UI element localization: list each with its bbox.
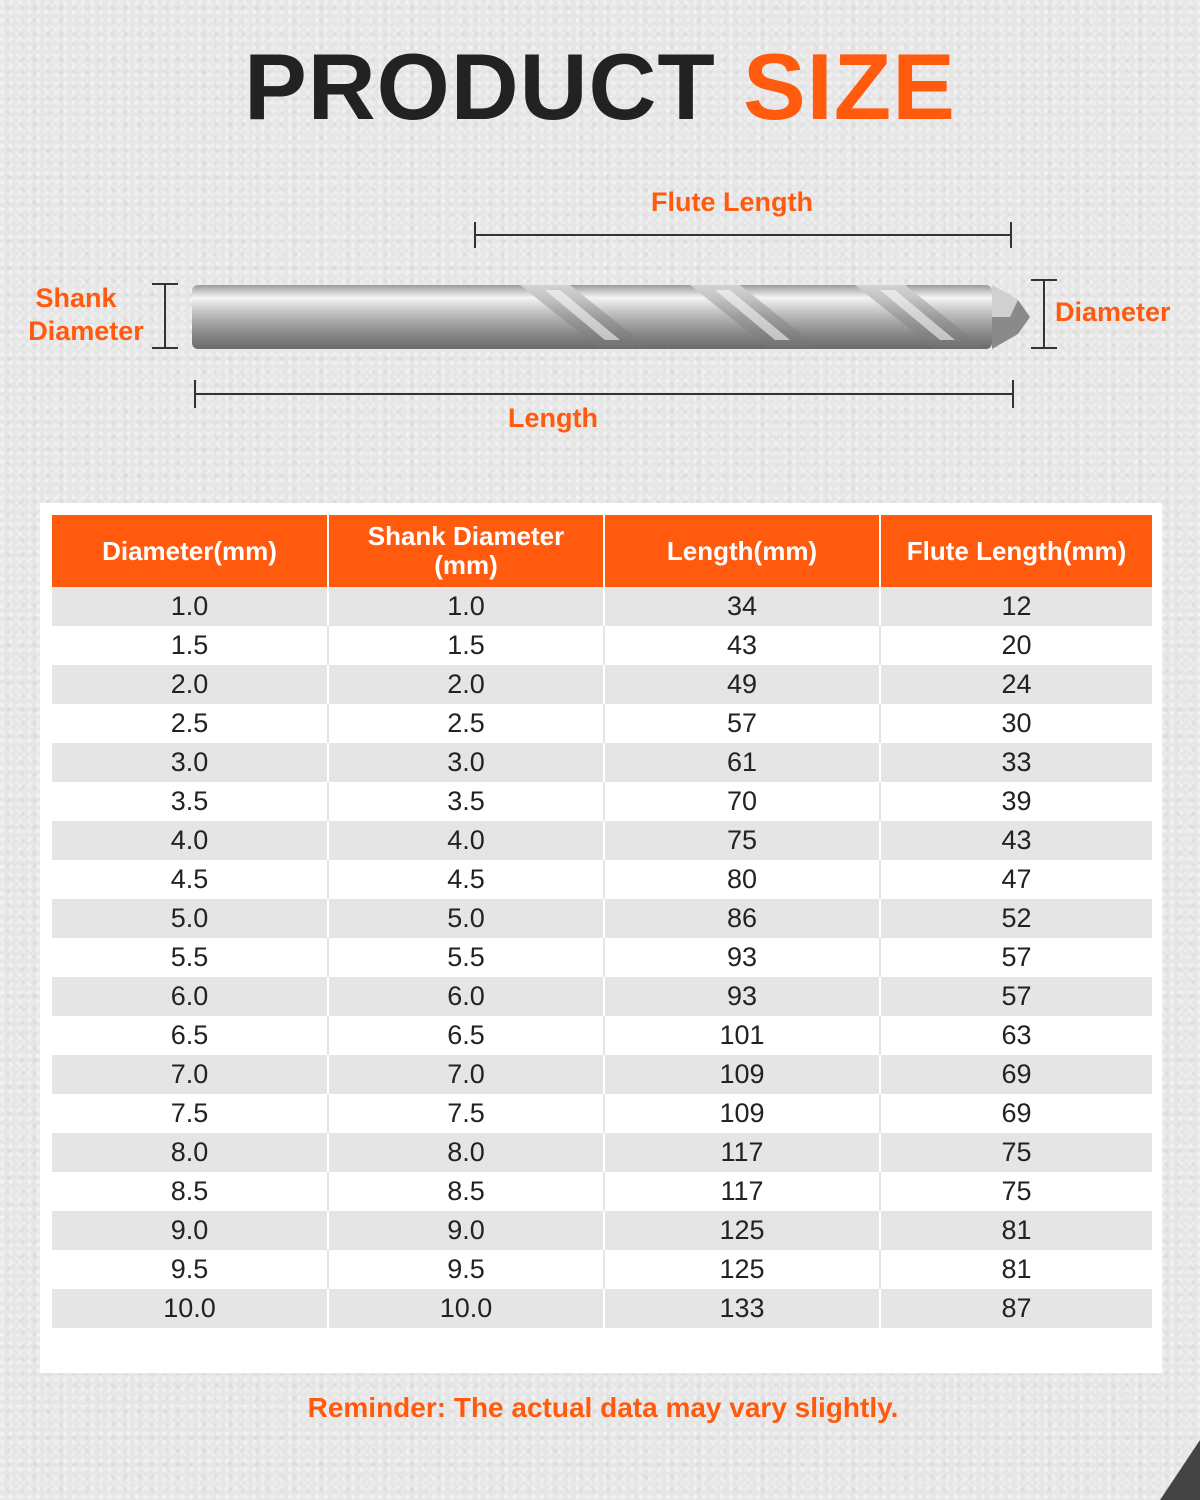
header-shank-diameter	[328, 515, 604, 587]
table-row	[52, 1211, 1152, 1250]
cell-flute-length: 63	[880, 1016, 1152, 1055]
cell-shank-diameter: 9.5	[328, 1250, 604, 1289]
cell-shank-diameter: 3.0	[328, 743, 604, 782]
cell-length: 117	[604, 1172, 880, 1211]
cell-length: 61	[604, 743, 880, 782]
table-row	[52, 1289, 1152, 1328]
cell-length: 80	[604, 860, 880, 899]
cell-flute-length: 43	[880, 821, 1152, 860]
cell-shank-diameter: 1.5	[328, 626, 604, 665]
cell-flute-length: 81	[880, 1250, 1152, 1289]
table-row	[52, 938, 1152, 977]
cell-length: 43	[604, 626, 880, 665]
cell-shank-diameter: 5.0	[328, 899, 604, 938]
cell-diameter: 5.5	[52, 938, 328, 977]
cell-diameter: 3.0	[52, 743, 328, 782]
diameter-line	[1043, 280, 1045, 348]
cell-length: 133	[604, 1289, 880, 1328]
shank-diameter-line	[164, 284, 166, 348]
cell-flute-length: 39	[880, 782, 1152, 821]
cell-shank-diameter: 5.5	[328, 938, 604, 977]
cell-shank-diameter: 8.0	[328, 1133, 604, 1172]
cell-flute-length: 52	[880, 899, 1152, 938]
flute-length-line	[475, 234, 1012, 236]
shank-diameter-label	[16, 282, 146, 348]
table-row	[52, 1094, 1152, 1133]
cell-shank-diameter: 10.0	[328, 1289, 604, 1328]
diameter-tick-top	[1031, 279, 1057, 281]
size-table-card	[40, 503, 1162, 1373]
table-row	[52, 782, 1152, 821]
drill-bit-diagram	[0, 0, 1200, 460]
cell-length: 125	[604, 1211, 880, 1250]
cell-diameter: 7.0	[52, 1055, 328, 1094]
cell-length: 109	[604, 1094, 880, 1133]
cell-shank-diameter: 8.5	[328, 1172, 604, 1211]
table-header-row	[52, 515, 1152, 587]
cell-flute-length: 33	[880, 743, 1152, 782]
table-row	[52, 704, 1152, 743]
cell-shank-diameter: 2.5	[328, 704, 604, 743]
cell-flute-length: 87	[880, 1289, 1152, 1328]
shank-label-line1: Shank	[35, 283, 117, 313]
cell-flute-length: 75	[880, 1172, 1152, 1211]
cell-flute-length: 30	[880, 704, 1152, 743]
table-row	[52, 899, 1152, 938]
shank-diameter-tick-top	[152, 283, 178, 285]
table-body	[52, 587, 1152, 1328]
cell-shank-diameter: 4.5	[328, 860, 604, 899]
cell-flute-length: 47	[880, 860, 1152, 899]
cell-diameter: 3.5	[52, 782, 328, 821]
flute-length-tick-left	[474, 222, 476, 248]
cell-length: 49	[604, 665, 880, 704]
cell-diameter: 7.5	[52, 1094, 328, 1133]
header-shank-line2: (mm)	[434, 550, 498, 580]
corner-decoration	[1160, 1440, 1200, 1500]
cell-diameter: 2.5	[52, 704, 328, 743]
cell-diameter: 6.5	[52, 1016, 328, 1055]
cell-diameter: 1.0	[52, 587, 328, 626]
title-accent: SIZE	[742, 34, 956, 139]
cell-diameter: 4.0	[52, 821, 328, 860]
cell-shank-diameter: 4.0	[328, 821, 604, 860]
cell-length: 93	[604, 977, 880, 1016]
table-row	[52, 1055, 1152, 1094]
cell-length: 57	[604, 704, 880, 743]
header-flute-length: Flute Length(mm)	[880, 515, 1152, 587]
length-line	[194, 393, 1014, 395]
cell-diameter: 1.5	[52, 626, 328, 665]
table-row	[52, 1016, 1152, 1055]
table-row	[52, 743, 1152, 782]
cell-length: 93	[604, 938, 880, 977]
cell-length: 125	[604, 1250, 880, 1289]
table-row	[52, 626, 1152, 665]
cell-shank-diameter: 1.0	[328, 587, 604, 626]
flute-length-label: Flute Length	[651, 187, 813, 217]
cell-shank-diameter: 7.0	[328, 1055, 604, 1094]
table-row	[52, 587, 1152, 626]
cell-shank-diameter: 9.0	[328, 1211, 604, 1250]
cell-length: 109	[604, 1055, 880, 1094]
table-row	[52, 665, 1152, 704]
shank-label-line2: Diameter	[28, 316, 144, 346]
cell-shank-diameter: 6.5	[328, 1016, 604, 1055]
cell-diameter: 9.5	[52, 1250, 328, 1289]
cell-length: 86	[604, 899, 880, 938]
diameter-label: Diameter	[1055, 297, 1171, 327]
cell-flute-length: 69	[880, 1055, 1152, 1094]
length-label: Length	[508, 403, 598, 433]
table-row	[52, 1172, 1152, 1211]
cell-shank-diameter: 3.5	[328, 782, 604, 821]
cell-diameter: 6.0	[52, 977, 328, 1016]
cell-diameter: 10.0	[52, 1289, 328, 1328]
title-main: PRODUCT	[244, 34, 716, 139]
cell-shank-diameter: 2.0	[328, 665, 604, 704]
header-diameter: Diameter(mm)	[52, 515, 328, 587]
cell-diameter: 8.5	[52, 1172, 328, 1211]
header-shank-line1: Shank Diameter	[367, 521, 565, 551]
cell-flute-length: 75	[880, 1133, 1152, 1172]
cell-flute-length: 24	[880, 665, 1152, 704]
cell-diameter: 8.0	[52, 1133, 328, 1172]
table-row	[52, 860, 1152, 899]
reminder-note: Reminder: The actual data may vary slightly.	[307, 1392, 899, 1423]
cell-diameter: 4.5	[52, 860, 328, 899]
cell-flute-length: 57	[880, 977, 1152, 1016]
cell-length: 34	[604, 587, 880, 626]
shank-diameter-tick-bottom	[152, 347, 178, 349]
diameter-tick-bottom	[1031, 347, 1057, 349]
cell-length: 101	[604, 1016, 880, 1055]
size-table	[52, 515, 1152, 1328]
flute-length-tick-right	[1010, 222, 1012, 248]
cell-diameter: 5.0	[52, 899, 328, 938]
cell-flute-length: 20	[880, 626, 1152, 665]
cell-shank-diameter: 6.0	[328, 977, 604, 1016]
table-row	[52, 821, 1152, 860]
cell-length: 70	[604, 782, 880, 821]
cell-diameter: 9.0	[52, 1211, 328, 1250]
cell-length: 117	[604, 1133, 880, 1172]
table-row	[52, 1133, 1152, 1172]
table-row	[52, 1250, 1152, 1289]
cell-flute-length: 81	[880, 1211, 1152, 1250]
cell-flute-length: 57	[880, 938, 1152, 977]
cell-shank-diameter: 7.5	[328, 1094, 604, 1133]
cell-diameter: 2.0	[52, 665, 328, 704]
header-length: Length(mm)	[604, 515, 880, 587]
cell-flute-length: 69	[880, 1094, 1152, 1133]
table-row	[52, 977, 1152, 1016]
cell-length: 75	[604, 821, 880, 860]
cell-flute-length: 12	[880, 587, 1152, 626]
